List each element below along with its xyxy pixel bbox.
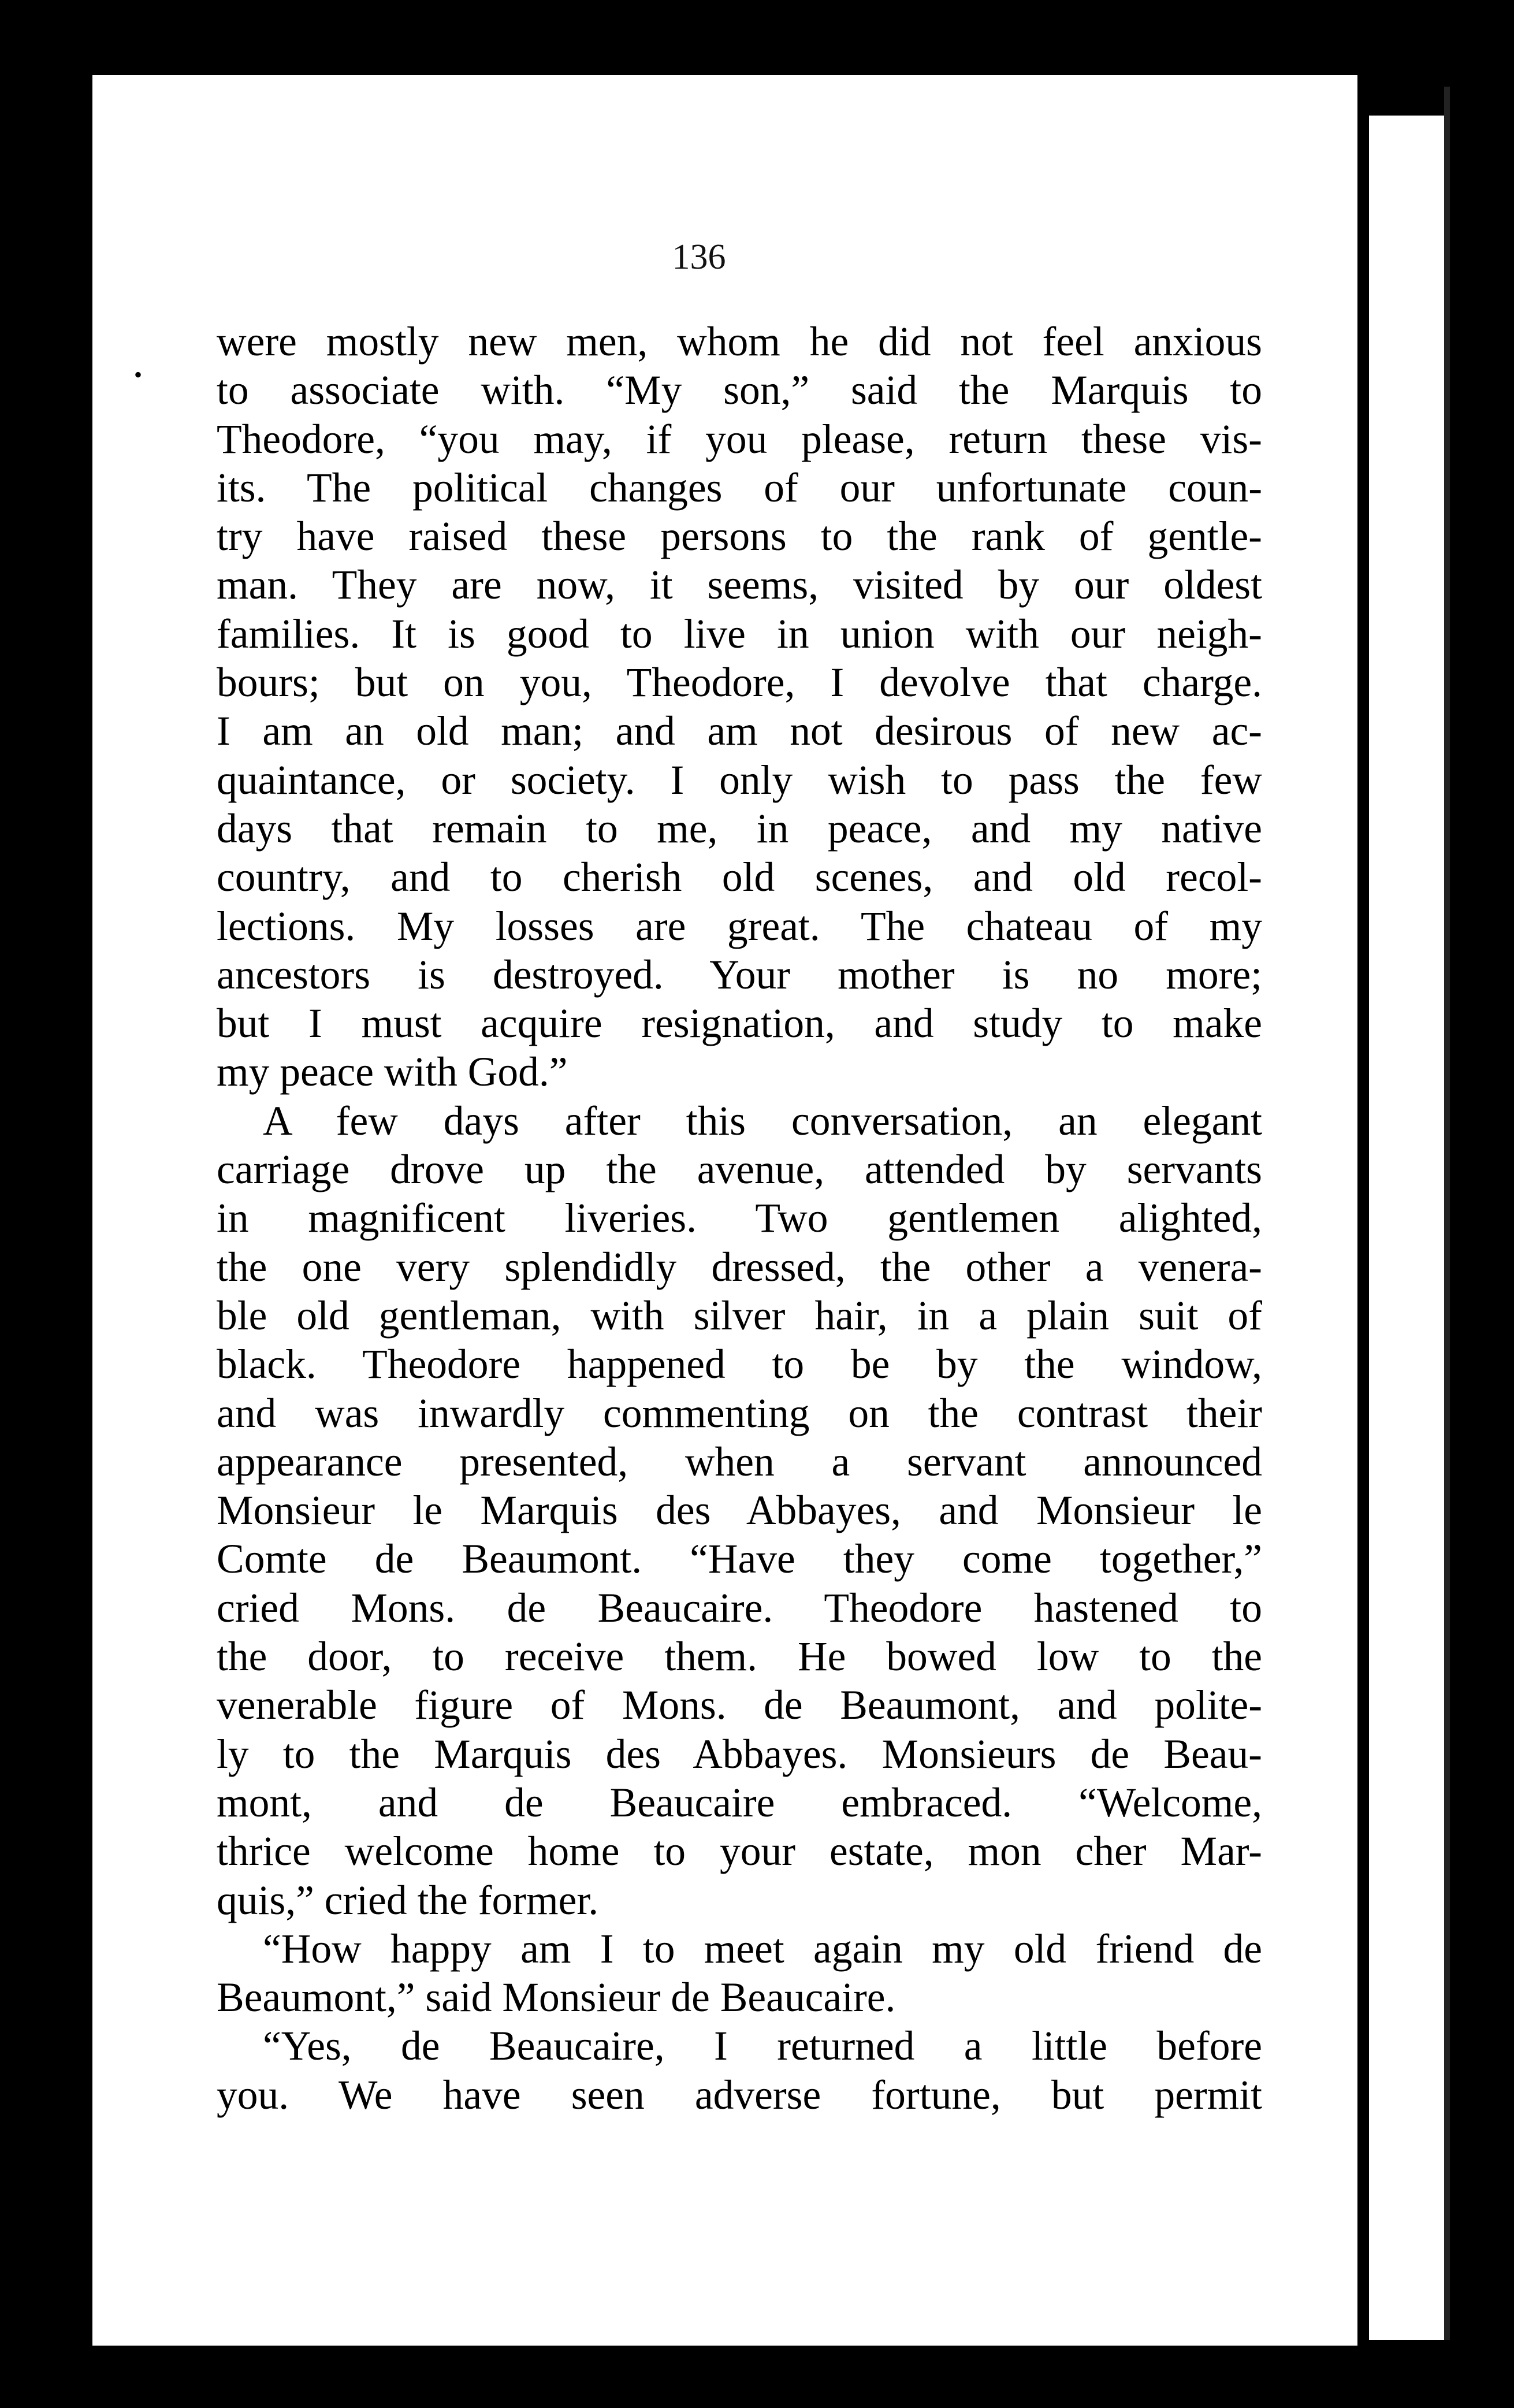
text-line: “How happy am I to meet again my old friend de: [263, 1926, 1262, 1972]
body-text: [217, 318, 1262, 2120]
text-line: but I must acquire resignation, and study to make: [217, 1001, 1262, 1047]
text-line: try have raised these persons to the rank of gentle-: [217, 514, 1262, 560]
text-line: Theodore, “you may, if you please, return these vis-: [217, 416, 1262, 462]
text-line: quaintance, or society. I only wish to pass the few: [217, 757, 1262, 803]
text-line: you. We have seen adverse fortune, but permit: [217, 2072, 1262, 2118]
text-line: my peace with God.”: [217, 1049, 568, 1095]
text-line: A few days after this conversation, an elegant: [263, 1098, 1262, 1144]
text-line: the door, to receive them. He bowed low to the: [217, 1634, 1262, 1680]
text-line: the one very splendidly dressed, the other a venera-: [217, 1244, 1262, 1290]
text-line: cried Mons. de Beaucaire. Theodore hastened to: [217, 1585, 1262, 1631]
text-line: its. The political changes of our unfortunate coun-: [217, 464, 1262, 511]
text-line: carriage drove up the avenue, attended by servants: [217, 1147, 1262, 1193]
text-line: in magnificent liveries. Two gentlemen alighted,: [217, 1195, 1262, 1242]
text-line: thrice welcome home to your estate, mon cher Mar-: [217, 1829, 1262, 1875]
page-edge: [1369, 116, 1444, 2340]
text-line: days that remain to me, in peace, and my native: [217, 805, 1262, 852]
text-line: venerable figure of Mons. de Beaumont, and polite-: [217, 1682, 1262, 1729]
text-line: “Yes, de Beaucaire, I returned a little before: [263, 2023, 1262, 2069]
page-edge-shadow: [1444, 87, 1450, 2340]
text-line: Comte de Beaumont. “Have they come together,”: [217, 1536, 1262, 1582]
text-line: ble old gentleman, with silver hair, in a plain suit of: [217, 1292, 1262, 1339]
text-line: ancestors is destroyed. Your mother is no more;: [217, 952, 1262, 998]
text-line: to associate with. “My son,” said the Marquis to: [217, 367, 1262, 414]
text-line: man. They are now, it seems, visited by our oldest: [217, 562, 1262, 608]
text-line: country, and to cherish old scenes, and old recol-: [217, 854, 1262, 901]
text-line: and was inwardly commenting on the contrast their: [217, 1390, 1262, 1436]
margin-mark: •: [134, 362, 143, 388]
text-line: Beaumont,” said Monsieur de Beaucaire.: [217, 1975, 896, 2021]
text-line: appearance presented, when a servant announced: [217, 1439, 1262, 1485]
text-line: I am an old man; and am not desirous of new ac-: [217, 708, 1262, 755]
text-line: bours; but on you, Theodore, I devolve that charge.: [217, 660, 1262, 706]
text-line: ly to the Marquis des Abbayes. Monsieurs de Beau-: [217, 1731, 1262, 1777]
text-line: families. It is good to live in union with our neigh-: [217, 611, 1262, 657]
text-line: were mostly new men, whom he did not feel anxious: [217, 319, 1262, 365]
text-line: lections. My losses are great. The chateau of my: [217, 903, 1262, 949]
text-line: mont, and de Beaucaire embraced. “Welcome,: [217, 1779, 1262, 1826]
text-line: black. Theodore happened to be by the window,: [217, 1342, 1262, 1388]
text-line: Monsieur le Marquis des Abbayes, and Monsieur le: [217, 1488, 1262, 1534]
page-number: 136: [672, 237, 726, 277]
text-line: quis,” cried the former.: [217, 1877, 599, 1923]
